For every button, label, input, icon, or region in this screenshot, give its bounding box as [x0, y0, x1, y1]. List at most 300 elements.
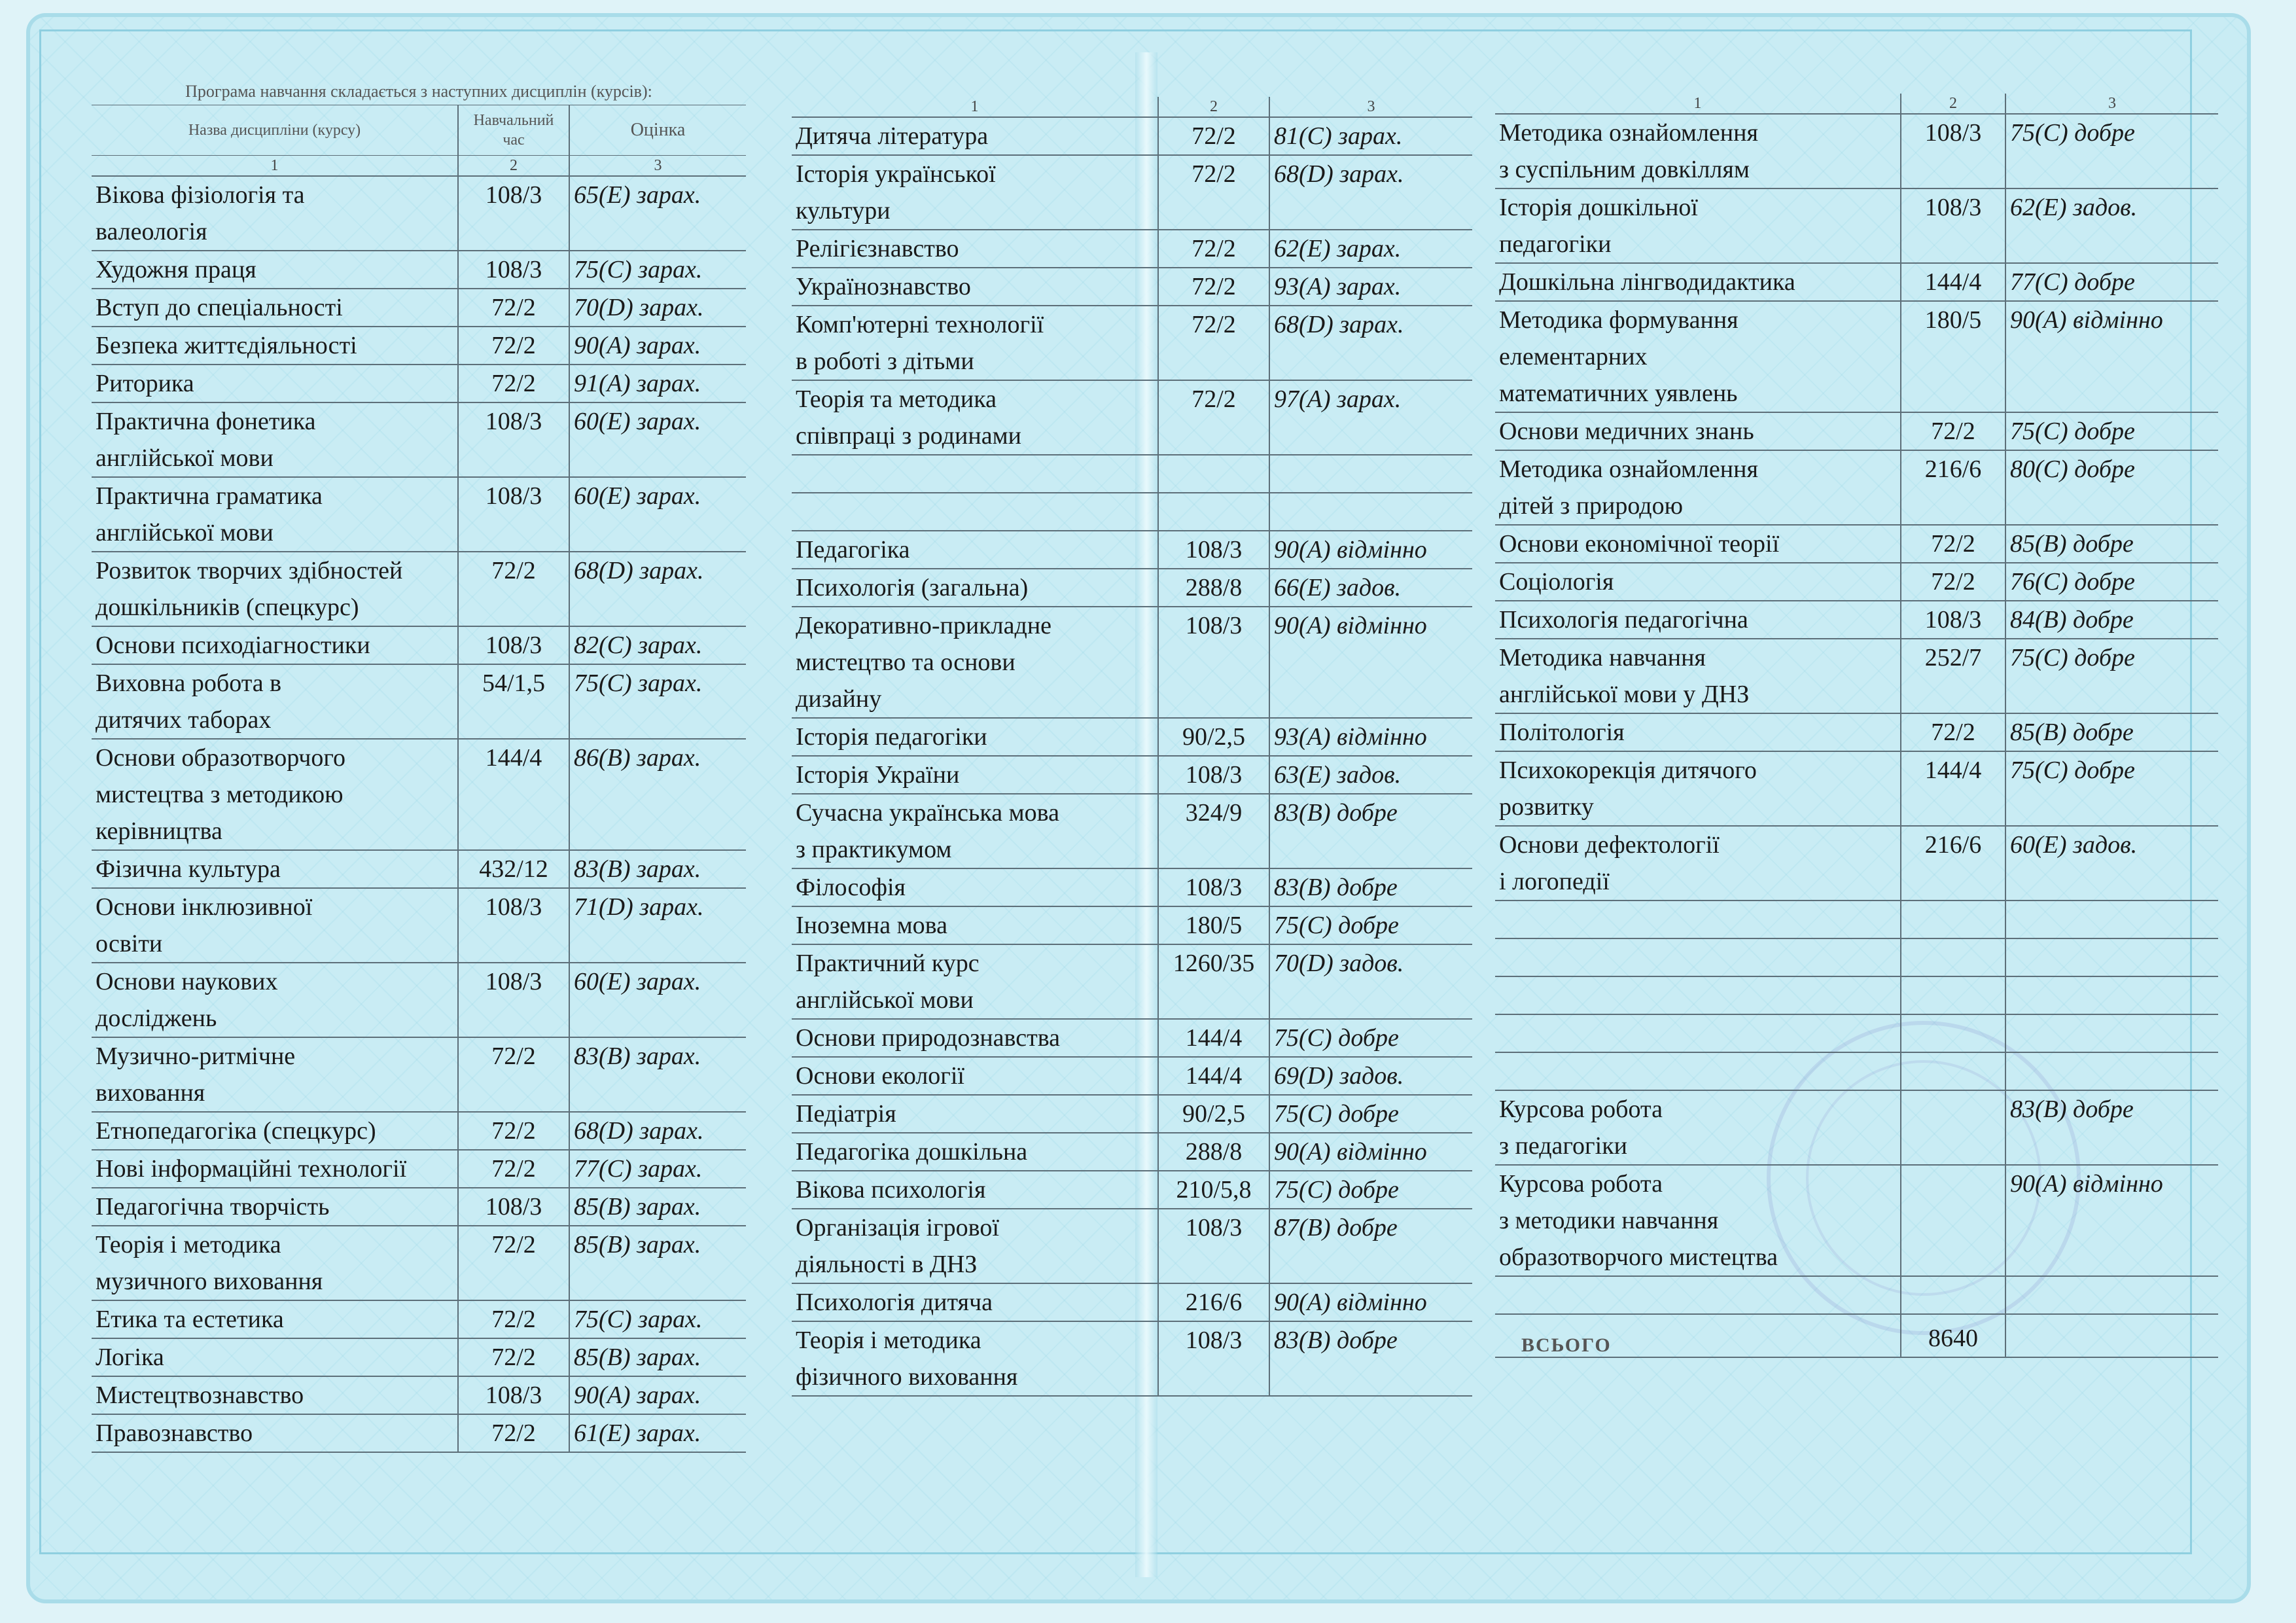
- course-row: [792, 155, 1472, 192]
- course-hours: [1901, 901, 2005, 938]
- course-row: [1495, 676, 2218, 713]
- course-row: [92, 1376, 746, 1414]
- course-name: з практикумом: [792, 831, 1158, 868]
- course-row: [92, 925, 746, 963]
- course-row: [1495, 863, 2218, 901]
- course-name: педагогіки: [1495, 226, 1901, 263]
- course-name: Декоративно-прикладне: [796, 612, 1052, 639]
- course-name: Методика формування: [1499, 306, 1739, 334]
- course-name: Основи медичних знань: [1495, 412, 1901, 450]
- course-row: [92, 589, 746, 626]
- course-name: англійської мови: [792, 982, 1158, 1019]
- course-grade: [569, 1075, 746, 1112]
- course-grade: [2005, 976, 2218, 1014]
- course-grade: 60(E) зарах.: [569, 402, 746, 440]
- header-num-3: 3: [1269, 97, 1472, 117]
- course-grade: 60(E) зарах.: [569, 963, 746, 1000]
- course-name: Педагогіка дошкільна: [792, 1133, 1158, 1171]
- course-grade: [1269, 455, 1472, 493]
- course-hours: [1901, 1239, 2005, 1276]
- course-grade: 75(C) зарах.: [569, 251, 746, 289]
- course-row: [92, 1263, 746, 1300]
- course-hours: [1158, 455, 1269, 493]
- course-row: [92, 327, 746, 365]
- course-row: [92, 1188, 746, 1226]
- course-grade: 90(A) відмінно: [2005, 301, 2218, 338]
- course-hours: 54/1,5: [458, 664, 569, 702]
- course-hours: 108/3: [458, 626, 569, 664]
- course-name: Мистецтвознавство: [92, 1376, 458, 1414]
- course-hours: 216/6: [1901, 826, 2005, 863]
- course-name: Психологія педагогічна: [1495, 601, 1901, 639]
- course-hours: [1901, 488, 2005, 525]
- course-hours: 216/6: [1901, 450, 2005, 488]
- course-hours: 108/3: [1158, 868, 1269, 906]
- course-name: Теорія та методика: [796, 385, 997, 413]
- course-grade: 81(C) зарах.: [1269, 117, 1472, 155]
- course-grade: 93(A) зарах.: [1269, 268, 1472, 306]
- course-name: Політологія: [1495, 713, 1901, 751]
- course-grade: [2005, 1202, 2218, 1239]
- course-name: Основи природознавства: [792, 1019, 1158, 1057]
- course-grade: 75(C) добре: [1269, 1095, 1472, 1133]
- course-row: [792, 569, 1472, 607]
- course-hours: 72/2: [458, 1150, 569, 1188]
- course-name: Практичний курс: [796, 950, 980, 977]
- course-row: [1495, 450, 2218, 488]
- course-hours: [1901, 863, 2005, 901]
- course-row: [792, 1133, 1472, 1171]
- course-grade: [2005, 375, 2218, 412]
- course-row: [1495, 1202, 2218, 1239]
- course-grade: 60(E) зарах.: [569, 477, 746, 514]
- header-num-1: 1: [1495, 94, 1901, 114]
- course-hours: [1901, 1090, 2005, 1128]
- course-hours: 252/7: [1901, 639, 2005, 676]
- course-row: [92, 1037, 746, 1075]
- course-row: [92, 1300, 746, 1338]
- course-grade: 75(C) добре: [1269, 906, 1472, 944]
- course-grade: [2005, 789, 2218, 826]
- course-hours: [1901, 226, 2005, 263]
- course-row: [1495, 412, 2218, 450]
- course-row: [92, 850, 746, 888]
- course-name: Безпека життєдіяльності: [92, 327, 458, 365]
- course-row: [92, 402, 746, 440]
- course-row: [1495, 563, 2218, 601]
- course-grade: [569, 1000, 746, 1037]
- course-grade: 80(C) добре: [2005, 450, 2218, 488]
- course-row: [1495, 525, 2218, 563]
- course-grade: [2005, 488, 2218, 525]
- course-row: [92, 1226, 746, 1263]
- course-grade: [2005, 863, 2218, 901]
- course-grade: [1269, 192, 1472, 230]
- course-hours: [1901, 789, 2005, 826]
- course-hours: 108/3: [458, 176, 569, 213]
- course-name: виховання: [92, 1075, 458, 1112]
- course-name: Теорія і методика: [96, 1231, 281, 1258]
- header-discipline-name: Назва дисципліни (курсу): [92, 105, 458, 156]
- course-name: досліджень: [92, 1000, 458, 1037]
- course-name: Практична фонетика: [96, 408, 316, 435]
- course-name: культури: [792, 192, 1158, 230]
- course-row: [92, 1075, 746, 1112]
- courses-column-3: [1495, 94, 2218, 1358]
- course-hours: 72/2: [1158, 117, 1269, 155]
- course-hours: 72/2: [458, 1338, 569, 1376]
- course-row: [92, 440, 746, 477]
- course-grade: [2005, 938, 2218, 976]
- course-row: [792, 117, 1472, 155]
- course-grade: 83(B) добре: [1269, 1321, 1472, 1359]
- course-name: Історія української: [796, 160, 996, 188]
- course-hours: 144/4: [1901, 751, 2005, 789]
- course-hours: 108/3: [458, 963, 569, 1000]
- course-row: [92, 1338, 746, 1376]
- course-name: керівництва: [92, 813, 458, 850]
- course-name: валеологія: [92, 213, 458, 251]
- course-grade: 70(D) зарах.: [569, 289, 746, 327]
- header-hours: Навчальний час: [458, 105, 569, 156]
- course-name: Курсова робота: [1499, 1170, 1663, 1198]
- course-name: Основи економічної теорії: [1495, 525, 1901, 563]
- course-name: [1495, 1276, 1901, 1314]
- course-name: Риторика: [92, 365, 458, 402]
- course-grade: [1269, 493, 1472, 531]
- course-row: [792, 1321, 1472, 1359]
- course-grade: 86(B) зарах.: [569, 739, 746, 776]
- course-row: [792, 531, 1472, 569]
- course-grade: 61(E) зарах.: [569, 1414, 746, 1452]
- course-row: [1495, 114, 2218, 151]
- course-hours: 108/3: [1158, 1321, 1269, 1359]
- header-num-2: 2: [1158, 97, 1269, 117]
- course-hours: [1158, 418, 1269, 455]
- course-row: [792, 681, 1472, 718]
- course-row: [1495, 301, 2218, 338]
- course-name: [1495, 1014, 1901, 1052]
- course-grade: 82(C) зарах.: [569, 626, 746, 664]
- course-row: [792, 756, 1472, 794]
- course-row: [1495, 488, 2218, 525]
- course-hours: [458, 776, 569, 813]
- course-grade: 69(D) задов.: [1269, 1057, 1472, 1095]
- course-row: [1495, 639, 2218, 676]
- course-grade: 90(A) відмінно: [1269, 607, 1472, 644]
- course-name: в роботі з дітьми: [792, 343, 1158, 380]
- course-hours: 180/5: [1901, 301, 2005, 338]
- course-grade: [1269, 418, 1472, 455]
- course-grade: [569, 514, 746, 552]
- course-name: Основи екології: [792, 1057, 1158, 1095]
- course-hours: [1901, 1202, 2005, 1239]
- course-grade: [2005, 1052, 2218, 1090]
- course-name: співпраці з родинами: [792, 418, 1158, 455]
- course-row: [1495, 375, 2218, 412]
- course-name: англійської мови: [92, 440, 458, 477]
- course-row: [792, 343, 1472, 380]
- course-grade: 75(C) добре: [2005, 412, 2218, 450]
- course-grade: 75(C) добре: [2005, 751, 2218, 789]
- course-row: [92, 176, 746, 213]
- course-name: [792, 493, 1158, 531]
- course-hours: 210/5,8: [1158, 1171, 1269, 1209]
- course-name: освіти: [92, 925, 458, 963]
- header-num-3: 3: [569, 156, 746, 177]
- course-row: [92, 251, 746, 289]
- course-grade: [2005, 338, 2218, 375]
- course-name: Дошкільна лінгводидактика: [1495, 263, 1901, 301]
- course-name: дитячих таборах: [92, 702, 458, 739]
- course-name: Нові інформаційні технології: [92, 1150, 458, 1188]
- course-name: Педіатрія: [792, 1095, 1158, 1133]
- course-row: [92, 213, 746, 251]
- course-name: [792, 455, 1158, 493]
- course-hours: 108/3: [458, 477, 569, 514]
- total-label: ВСЬОГО: [1495, 1314, 1901, 1357]
- course-name: Вікова психологія: [792, 1171, 1158, 1209]
- course-hours: 72/2: [1158, 306, 1269, 343]
- course-hours: [1901, 1052, 2005, 1090]
- course-grade: [2005, 226, 2218, 263]
- course-name: Соціологія: [1495, 563, 1901, 601]
- header-num-2: 2: [458, 156, 569, 177]
- course-row: [1495, 976, 2218, 1014]
- course-grade: [1269, 644, 1472, 681]
- course-name: елементарних: [1499, 343, 1648, 370]
- course-hours: 108/3: [1901, 601, 2005, 639]
- total-value: 8640: [1901, 1314, 2005, 1357]
- course-row: [92, 664, 746, 702]
- course-name: і логопедії: [1495, 863, 1901, 901]
- course-row: [792, 306, 1472, 343]
- course-hours: 108/3: [1901, 188, 2005, 226]
- course-row: [1495, 938, 2218, 976]
- course-grade: 90(A) відмінно: [2005, 1165, 2218, 1202]
- course-row: [792, 1283, 1472, 1321]
- course-grade: 90(A) відмінно: [1269, 531, 1472, 569]
- course-grade: 65(E) зарах.: [569, 176, 746, 213]
- course-name: Релігієзнавство: [792, 230, 1158, 268]
- course-grade: [2005, 1014, 2218, 1052]
- course-hours: 90/2,5: [1158, 1095, 1269, 1133]
- course-grade: [1269, 681, 1472, 718]
- course-name: Вступ до спеціальності: [92, 289, 458, 327]
- course-hours: 72/2: [1901, 525, 2005, 563]
- course-name: Педагогічна творчість: [92, 1188, 458, 1226]
- course-grade: 85(B) добре: [2005, 525, 2218, 563]
- course-grade: 75(C) добре: [1269, 1019, 1472, 1057]
- course-hours: [1901, 1128, 2005, 1165]
- course-row: [792, 1209, 1472, 1246]
- course-grade: 90(A) відмінно: [1269, 1283, 1472, 1321]
- course-grade: 62(E) задов.: [2005, 188, 2218, 226]
- course-grade: 83(B) добре: [1269, 794, 1472, 831]
- course-row: [92, 813, 746, 850]
- course-name: Виховна робота в: [96, 669, 282, 697]
- course-name: Педагогіка: [792, 531, 1158, 569]
- course-hours: [458, 213, 569, 251]
- header-num-2: 2: [1901, 94, 2005, 114]
- course-name: Основи інклюзивної: [96, 893, 313, 921]
- course-name: Історія педагогіки: [792, 718, 1158, 756]
- course-hours: [458, 702, 569, 739]
- course-grade: [1269, 1246, 1472, 1283]
- course-row: [1495, 151, 2218, 188]
- course-hours: 72/2: [1901, 412, 2005, 450]
- course-hours: 72/2: [458, 1037, 569, 1075]
- course-row: [92, 1414, 746, 1452]
- course-name: Методика ознайомлення: [1499, 455, 1758, 483]
- total-empty: [2005, 1314, 2218, 1357]
- course-row: [792, 192, 1472, 230]
- course-hours: [458, 1075, 569, 1112]
- course-grade: 66(E) задов.: [1269, 569, 1472, 607]
- courses-body-2: [792, 117, 1472, 1396]
- course-name: Практична граматика: [96, 482, 323, 510]
- course-row: [92, 776, 746, 813]
- course-grade: [2005, 1276, 2218, 1314]
- course-name: мистецтва з методикою: [96, 781, 344, 808]
- course-grade: 93(A) відмінно: [1269, 718, 1472, 756]
- course-grade: [2005, 676, 2218, 713]
- course-name: Українознавство: [792, 268, 1158, 306]
- course-name: [1495, 976, 1901, 1014]
- course-hours: 288/8: [1158, 569, 1269, 607]
- course-hours: 108/3: [1158, 756, 1269, 794]
- course-name: Історія України: [792, 756, 1158, 794]
- course-grade: 85(B) зарах.: [569, 1338, 746, 1376]
- course-grade: [569, 776, 746, 813]
- course-row: [1495, 1276, 2218, 1314]
- course-name: фізичного виховання: [792, 1359, 1158, 1396]
- course-hours: 108/3: [458, 402, 569, 440]
- course-row: [1495, 1128, 2218, 1165]
- course-hours: [1901, 1014, 2005, 1052]
- course-hours: 180/5: [1158, 906, 1269, 944]
- course-name: Основи наукових: [96, 968, 278, 995]
- course-hours: [1158, 982, 1269, 1019]
- course-grade: [2005, 1239, 2218, 1276]
- course-hours: 72/2: [458, 365, 569, 402]
- course-row: [792, 831, 1472, 868]
- course-hours: [1901, 338, 2005, 375]
- course-grade: 83(B) зарах.: [569, 850, 746, 888]
- course-grade: [1269, 831, 1472, 868]
- course-grade: [569, 1263, 746, 1300]
- course-grade: 68(D) зарах.: [569, 552, 746, 589]
- course-row: [92, 1112, 746, 1150]
- course-hours: [458, 514, 569, 552]
- courses-body-1: [92, 176, 746, 1452]
- course-grade: 75(C) добре: [2005, 114, 2218, 151]
- course-row: [1495, 601, 2218, 639]
- course-hours: 108/3: [458, 1376, 569, 1414]
- course-row: [1495, 338, 2218, 375]
- course-grade: [569, 589, 746, 626]
- course-row: [1495, 789, 2218, 826]
- course-name: англійської мови: [92, 514, 458, 552]
- course-hours: [1158, 681, 1269, 718]
- course-hours: 108/3: [1158, 1209, 1269, 1246]
- course-row: [1495, 1165, 2218, 1202]
- course-hours: [1158, 1359, 1269, 1396]
- course-row: [792, 607, 1472, 644]
- course-grade: 97(A) зарах.: [1269, 380, 1472, 418]
- course-name: Основи образотворчого: [96, 744, 346, 772]
- course-name: Етнопедагогіка (спецкурс): [92, 1112, 458, 1150]
- courses-body-3: [1495, 114, 2218, 1314]
- course-grade: 75(C) добре: [2005, 639, 2218, 676]
- course-row: [92, 963, 746, 1000]
- course-hours: [1901, 1276, 2005, 1314]
- course-name: Художня праця: [92, 251, 458, 289]
- course-name: з методики навчання: [1499, 1207, 1719, 1234]
- course-hours: 1260/35: [1158, 944, 1269, 982]
- course-row: [1495, 901, 2218, 938]
- course-row: [792, 230, 1472, 268]
- course-hours: [458, 589, 569, 626]
- course-hours: [458, 925, 569, 963]
- course-grade: 60(E) задов.: [2005, 826, 2218, 863]
- course-hours: 90/2,5: [1158, 718, 1269, 756]
- course-name: [1495, 938, 1901, 976]
- course-hours: [1158, 644, 1269, 681]
- header-grade: Оцінка: [569, 105, 746, 156]
- course-grade: 71(D) зарах.: [569, 888, 746, 925]
- course-hours: 108/3: [458, 1188, 569, 1226]
- course-grade: 68(D) зарах.: [1269, 306, 1472, 343]
- course-hours: 72/2: [458, 1414, 569, 1452]
- course-hours: 72/2: [1158, 380, 1269, 418]
- course-row: [792, 1359, 1472, 1396]
- course-name: дітей з природою: [1495, 488, 1901, 525]
- course-row: [792, 1095, 1472, 1133]
- course-row: [92, 289, 746, 327]
- course-row: [792, 268, 1472, 306]
- course-hours: 108/3: [458, 251, 569, 289]
- course-row: [792, 644, 1472, 681]
- course-name: Комп'ютерні технології: [796, 311, 1044, 338]
- course-hours: 144/4: [1158, 1019, 1269, 1057]
- course-hours: [1901, 1165, 2005, 1202]
- course-hours: 72/2: [1158, 268, 1269, 306]
- course-name: Історія дошкільної: [1499, 194, 1698, 221]
- course-row: [92, 626, 746, 664]
- course-row: [92, 888, 746, 925]
- course-row: [792, 418, 1472, 455]
- course-name: Розвиток творчих здібностей: [96, 557, 403, 584]
- course-row: [1495, 226, 2218, 263]
- course-row: [792, 718, 1472, 756]
- course-grade: 76(C) добре: [2005, 563, 2218, 601]
- course-name: Сучасна українська мова: [796, 799, 1059, 827]
- course-hours: [1158, 1246, 1269, 1283]
- course-name: англійської мови у ДНЗ: [1495, 676, 1901, 713]
- course-row: [92, 1150, 746, 1188]
- course-hours: 144/4: [458, 739, 569, 776]
- course-name: Методика навчання: [1499, 644, 1706, 671]
- course-row: [792, 493, 1472, 531]
- course-grade: 62(E) зарах.: [1269, 230, 1472, 268]
- course-hours: [1158, 831, 1269, 868]
- course-grade: 90(A) зарах.: [569, 1376, 746, 1414]
- course-name: діяльності в ДНЗ: [792, 1246, 1158, 1283]
- course-name: Організація ігрової: [796, 1214, 999, 1241]
- course-row: [92, 702, 746, 739]
- course-hours: [1901, 976, 2005, 1014]
